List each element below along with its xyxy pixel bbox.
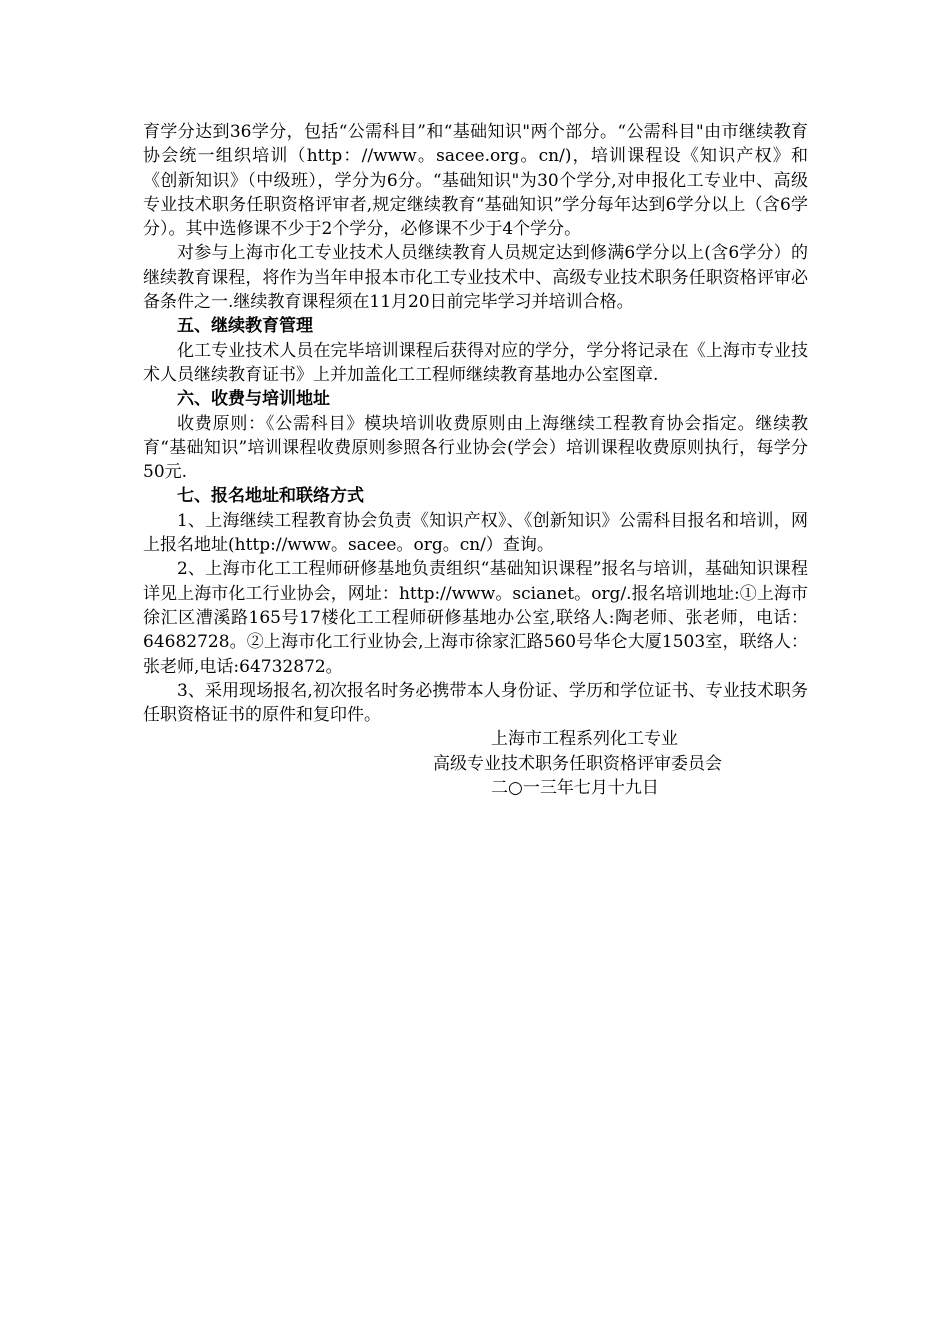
section-heading-fees: 六、收费与培训地址: [177, 389, 330, 410]
paragraph-contact-3: 3、采用现场报名,初次报名时务必携带本人身份证、学历和学位证书、专业技术职务任职资格证书的原件和复印件。: [143, 680, 808, 726]
paragraph-requirement: 对参与上海市化工专业技术人员继续教育人员规定达到修满6学分以上(含6学分）的继续教育课程，将作为当年申报本市化工专业技术中、高级专业技术职务任职资格评审必备条件之一.继续教育课程须在11月20日前完毕学习并培训合格。: [143, 243, 808, 313]
document-page: [143, 120, 808, 800]
paragraph-contact-2: 2、上海市化工工程师研修基地负责组织“基础知识课程”报名与培训，基础知识课程详见上海市化工行业协会，网址：http://www。scianet。org/.报名培训地址:①上海市徐汇区漕溪路165号17楼化工工程师研修基地办公室,联络人:陶老师、张老师，电话：64682728。②上海市化工行业协会,上海市徐家汇路560号华仑大厦1503室，联络人：张老师,电话:64732872。: [143, 559, 808, 677]
paragraph-management: 化工专业技术人员在完毕培训课程后获得对应的学分，学分将记录在《上海市专业技术人员继续教育证书》上并加盖化工工程师继续教育基地办公室图章.: [143, 340, 808, 385]
paragraph-fees: 收费原则：《公需科目》模块培训收费原则由上海继续工程教育协会指定。继续教育“基础知识”培训课程收费原则参照各行业协会(学会）培训课程收费原则执行，每学分50元.: [143, 413, 808, 483]
paragraph-contact-1: 1、上海继续工程教育协会负责《知识产权》、《创新知识》公需科目报名和培训，网上报名地址(http://www。sacee。org。cn/）查询。: [143, 510, 808, 556]
section-heading-contact: 七、报名地址和联络方式: [177, 486, 364, 507]
signature-date: 二○一三年七月十九日: [491, 778, 659, 799]
signature-line-2: 高级专业技术职务任职资格评审委员会: [433, 753, 722, 774]
signature-line-1: 上海市工程系列化工专业: [491, 729, 678, 750]
section-heading-management: 五、继续教育管理: [177, 316, 313, 337]
paragraph-credits: 育学分达到36学分，包括“公需科目”和“基础知识"两个部分。“公需科目"由市继续教育协会统一组织培训（http：//www。sacee.org。cn/)，培训课程设《知识产权》和《创新知识》（中级班），学分为6分。“基础知识"为30个学分,对申报化工专业中、高级专业技术职务任职资格评审者,规定继续教育“基础知识”学分每年达到6学分以上（含6学分）。其中选修课不少于2个学分，必修课不少于4个学分。: [143, 122, 808, 240]
